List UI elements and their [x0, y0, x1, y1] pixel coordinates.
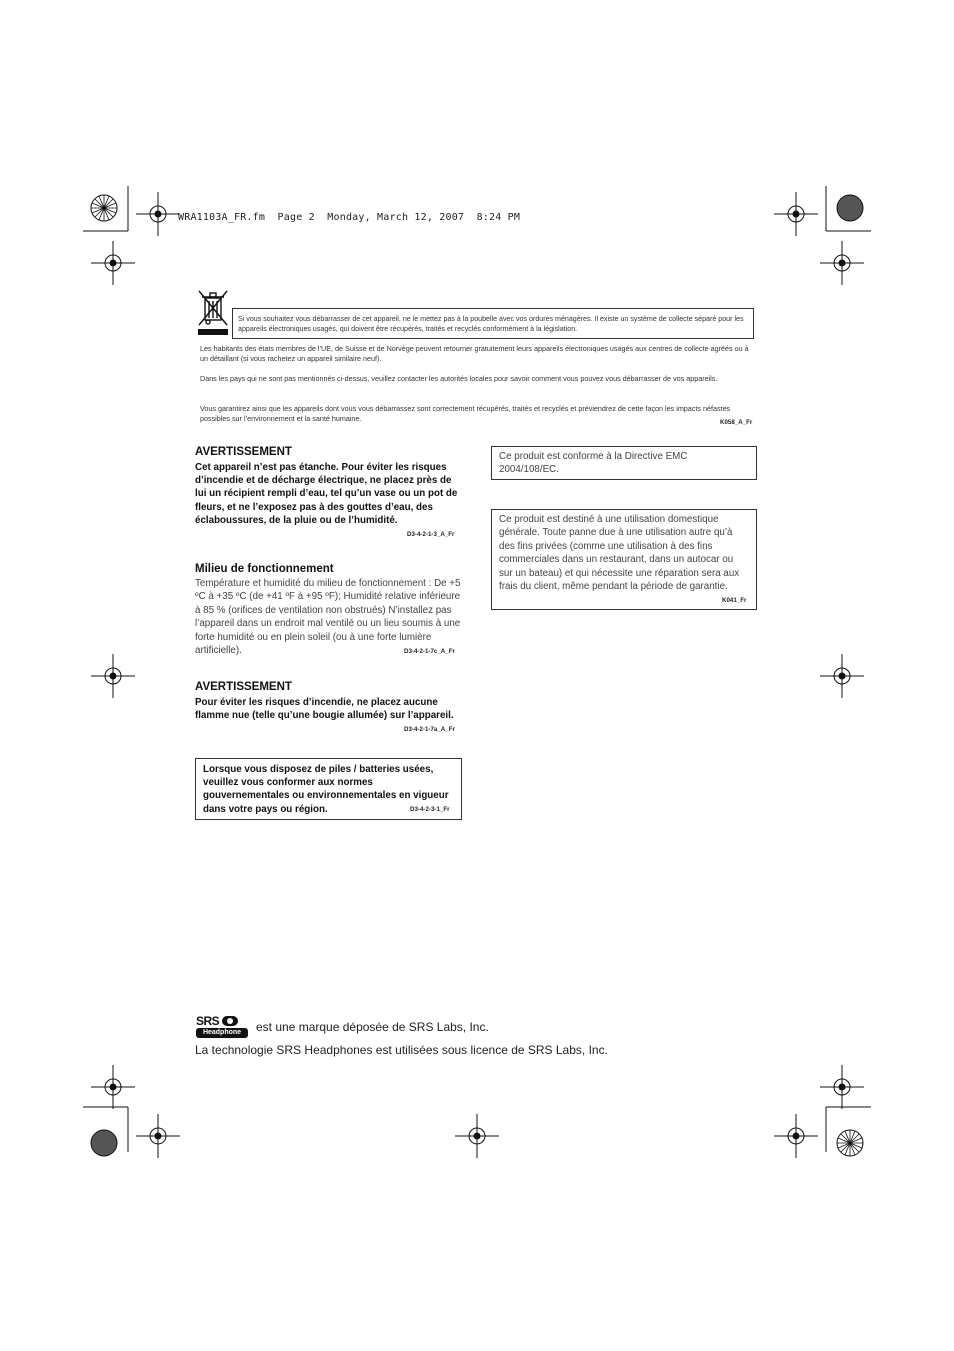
emc-box — [491, 446, 757, 480]
sunburst-mark-bottom-right — [835, 1128, 865, 1158]
domestic-code: K041_Fr — [722, 597, 747, 604]
crosshair-mark-4 — [820, 241, 864, 285]
warning1-code: D3-4-2-1-3_A_Fr — [407, 531, 455, 538]
crosshair-mark-3 — [91, 241, 135, 285]
file-info-header: WRA1103A_FR.fm Page 2 Monday, March 12, 2007 8:24 PM — [178, 212, 521, 223]
crosshair-mark-8 — [820, 1065, 864, 1109]
warning2-text: Pour éviter les risques d’incendie, ne placez aucune flamme nue (telle qu’une bougie allumée) sur l’appareil. — [195, 697, 454, 722]
dotted-mark-bottom-left — [89, 1128, 119, 1158]
weee-code: K058_A_Fr — [720, 419, 753, 426]
weee-notice-box — [232, 308, 754, 339]
crosshair-mark-9 — [136, 1114, 180, 1158]
weee-para-1: Les habitants des états membres de l’UE, de Suisse et de Norvège peuvent retourner gratuitement leurs appareils électroniques usagés aux centres de collecte agréés ou à un détaillant (si vous rachetez un appareil similaire neuf). — [200, 344, 749, 363]
crosshair-mark-11 — [774, 1114, 818, 1158]
crossed-out-bin-icon — [196, 289, 230, 337]
srs-headphone-logo — [196, 1015, 251, 1037]
batteries-text: Lorsque vous disposez de piles / batteries usées, veuillez vous conformer aux normes gouvernementales ou environnementales en vigueur dans votre pays ou région. — [203, 764, 449, 815]
srs-headphone-label: Headphone — [196, 1028, 248, 1038]
srs-line-2: La technologie SRS Headphones est utilisées sous licence de SRS Labs, Inc. — [195, 1043, 608, 1057]
weee-para-3: Vous garantirez ainsi que les appareils dont vous vous débarrassez sont correctement récupérés, traités et recyclés et préviendrez de cette façon les impacts néfastes possibles sur l’environnement et la santé humaine. — [200, 404, 731, 423]
dotted-mark-top-right — [835, 193, 865, 223]
warning1-text: Cet appareil n’est pas étanche. Pour éviter les risques d’incendie et de décharge électrique, ne placez près de lui un récipient rempli d’eau, tel qu’un vase ou un pot de fleurs, et ne l’exposez pas à des gouttes d’eau, des éclaboussures, de la pluie ou de l’humidité. — [195, 462, 458, 526]
domestic-use-text: Ce produit est destiné à une utilisation domestique générale. Toute panne due à une utilisation autre qu’à des fins privées (comme une utilisation à des fins commerciales dans un restaurant, dans un autocar ou sur un bateau) et qui nécessite une réparation sera aux frais du client, même pendant la période de garantie. — [499, 514, 740, 593]
srs-logo-text: SRS — [196, 1014, 220, 1028]
warning2-title: AVERTISSEMENT — [195, 681, 292, 693]
crosshair-mark-6 — [820, 654, 864, 698]
srs-circle-icon — [222, 1016, 238, 1026]
srs-line-1: est une marque déposée de SRS Labs, Inc. — [256, 1020, 489, 1034]
batteries-code: D3-4-2-3-1_Fr — [410, 806, 450, 813]
crosshair-mark-7 — [91, 1065, 135, 1109]
weee-para-2: Dans les pays qui ne sont pas mentionnés ci-dessus, veuillez contacter les autorités locales pour savoir comment vous pouvez vous débarrasser de vos appareils. — [200, 374, 718, 383]
environment-code: D3-4-2-1-7c_A_Fr — [404, 648, 455, 655]
crosshair-mark-10 — [455, 1114, 499, 1158]
crosshair-mark-5 — [91, 654, 135, 698]
domestic-use-box — [491, 509, 757, 610]
environment-title: Milieu de fonctionnement — [195, 563, 334, 575]
crosshair-mark-2 — [774, 192, 818, 236]
warning2-code: D3-4-2-1-7a_A_Fr — [404, 726, 455, 733]
sunburst-mark-top-left — [89, 193, 119, 223]
environment-text: Température et humidité du milieu de fonctionnement : De +5 ºC à +35 ºC (de +41 ºF à +95 ºF); Humidité relative inférieure à 85 % (orifices de ventilation non obstrués) N’installez pas l’appareil dans un endroit mal ventilé ou un lieu soumis à une forte humidité ou en plein soleil (ou à une forte lumière artificielle). — [195, 578, 461, 657]
emc-text: Ce produit est conforme à la Directive EMC 2004/108/EC. — [499, 451, 688, 476]
crosshair-mark-1 — [136, 192, 180, 236]
warning1-title: AVERTISSEMENT — [195, 446, 292, 458]
weee-box-text: Si vous souhaitez vous débarrasser de cet appareil, ne le mettez pas à la poubelle avec vos ordures ménagères. Il existe un système de collecte séparé pour les appareils électroniques usagés, qui doivent être récupérés, traités et recyclés conformément à la législation. — [238, 315, 744, 334]
